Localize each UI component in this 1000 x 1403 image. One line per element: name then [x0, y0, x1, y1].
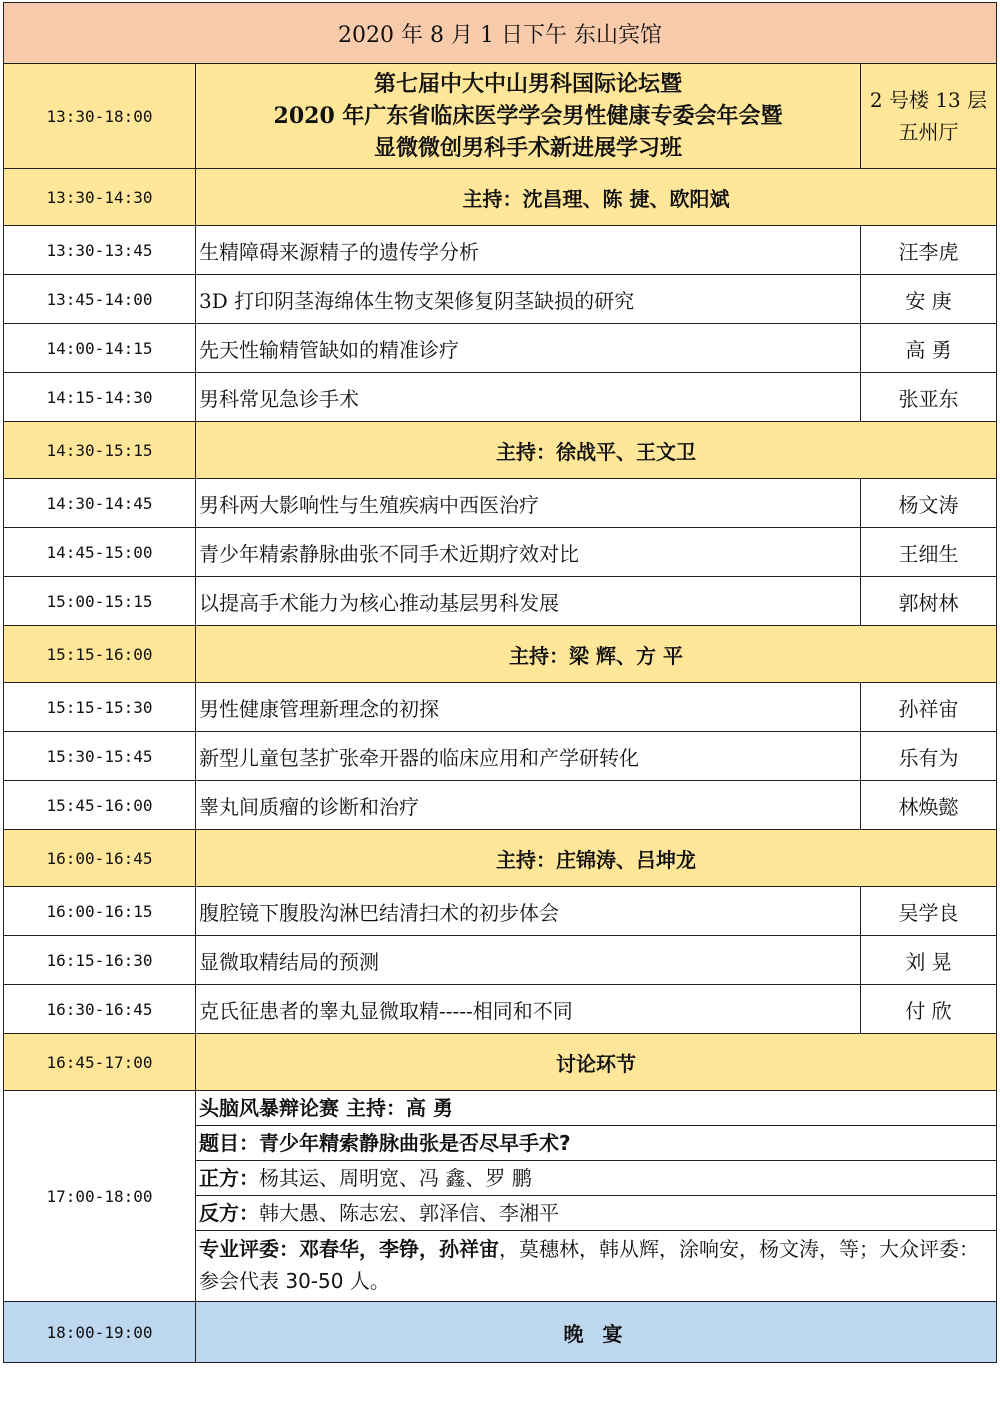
- talk-row: [4, 732, 997, 781]
- debate-topic-value: 青少年精索静脉曲张是否尽早手术?: [259, 1131, 571, 1155]
- talk-speaker: 郭树林: [861, 577, 997, 626]
- talk-time: 13:30-13:45: [4, 226, 196, 275]
- talk-row: [4, 528, 997, 577]
- forum-title-line: 2020 年广东省临床医学学会男性健康专委会年会暨: [273, 103, 783, 129]
- dinner-label: 晚 宴: [196, 1302, 997, 1363]
- talk-title: 3D 打印阴茎海绵体生物支架修复阴茎缺损的研究: [196, 275, 861, 324]
- forum-time: 13:30-18:00: [4, 64, 196, 169]
- debate-pro-value: 杨其运、周明宽、冯 鑫、罗 鹏: [259, 1166, 532, 1190]
- talk-row: [4, 936, 997, 985]
- session-host: 主持：沈昌理、陈 捷、欧阳斌: [196, 169, 997, 226]
- talk-time: 13:45-14:00: [4, 275, 196, 324]
- talk-title: 男科常见急诊手术: [196, 373, 861, 422]
- talk-title: 青少年精索静脉曲张不同手术近期疗效对比: [196, 528, 861, 577]
- talk-title: 显微取精结局的预测: [196, 936, 861, 985]
- talk-title: 腹腔镜下腹股沟淋巴结清扫术的初步体会: [196, 887, 861, 936]
- discussion-time: 16:45-17:00: [4, 1034, 196, 1091]
- talk-time: 16:15-16:30: [4, 936, 196, 985]
- session-host-row: [4, 830, 997, 887]
- session-host-row: [4, 422, 997, 479]
- session-host-row: [4, 626, 997, 683]
- talk-speaker: 付 欣: [861, 985, 997, 1034]
- talk-row: [4, 683, 997, 732]
- talk-title: 先天性输精管缺如的精准诊疗: [196, 324, 861, 373]
- talk-row: [4, 781, 997, 830]
- talk-title: 生精障碍来源精子的遗传学分析: [196, 226, 861, 275]
- talk-title: 新型儿童包茎扩张牵开器的临床应用和产学研转化: [196, 732, 861, 781]
- debate-pro-label: 正方：: [199, 1166, 259, 1190]
- talk-speaker: 王细生: [861, 528, 997, 577]
- session-time: 16:00-16:45: [4, 830, 196, 887]
- talk-row: [4, 887, 997, 936]
- talk-time: 14:00-14:15: [4, 324, 196, 373]
- talk-time: 15:00-15:15: [4, 577, 196, 626]
- debate-judges: [196, 1231, 996, 1301]
- debate-topic-label: 题目：: [199, 1131, 259, 1155]
- talk-title: 以提高手术能力为核心推动基层男科发展: [196, 577, 861, 626]
- talk-row: [4, 324, 997, 373]
- talk-time: 14:15-14:30: [4, 373, 196, 422]
- judges-label: 专业评委：: [199, 1237, 299, 1261]
- talk-row: [4, 985, 997, 1034]
- talk-speaker: 刘 晃: [861, 936, 997, 985]
- talk-row: [4, 226, 997, 275]
- talk-speaker: 安 庚: [861, 275, 997, 324]
- venue-line: 2 号楼 13 层: [869, 88, 988, 112]
- schedule-body: [4, 3, 997, 1363]
- session-host: 主持：梁 辉、方 平: [196, 626, 997, 683]
- forum-row: [4, 64, 997, 169]
- talk-time: 15:15-15:30: [4, 683, 196, 732]
- debate-details: [196, 1091, 997, 1302]
- talk-title: 睾丸间质瘤的诊断和治疗: [196, 781, 861, 830]
- talk-speaker: 乐有为: [861, 732, 997, 781]
- talk-row: [4, 479, 997, 528]
- forum-venue: [861, 64, 997, 169]
- forum-title-line: 第七届中大中山男科国际论坛暨: [373, 71, 682, 97]
- debate-con-value: 韩大愚、陈志宏、郭泽信、李湘平: [259, 1201, 559, 1225]
- judges-rest: ，莫穗林，韩从辉，涂响安，杨文涛，等；大众评委：参会代表 30-50 人。: [199, 1237, 979, 1293]
- talk-speaker: 孙祥宙: [861, 683, 997, 732]
- talk-speaker: 林焕懿: [861, 781, 997, 830]
- debate-time: 17:00-18:00: [4, 1091, 196, 1302]
- session-host: 主持：徐战平、王文卫: [196, 422, 997, 479]
- talk-row: [4, 373, 997, 422]
- debate-con-label: 反方：: [199, 1201, 259, 1225]
- forum-title-line: 显微微创男科手术新进展学习班: [373, 135, 682, 161]
- session-host: 主持：庄锦涛、吕坤龙: [196, 830, 997, 887]
- talk-speaker: 杨文涛: [861, 479, 997, 528]
- debate-row: [4, 1091, 997, 1302]
- session-time: 15:15-16:00: [4, 626, 196, 683]
- talk-title: 男科两大影响性与生殖疾病中西医治疗: [196, 479, 861, 528]
- dinner-time: 18:00-19:00: [4, 1302, 196, 1363]
- debate-topic: [196, 1126, 996, 1161]
- talk-time: 14:30-14:45: [4, 479, 196, 528]
- dinner-row: [4, 1302, 997, 1363]
- talk-title: 克氏征患者的睾丸显微取精-----相同和不同: [196, 985, 861, 1034]
- talk-speaker: 吴学良: [861, 887, 997, 936]
- talk-time: 15:30-15:45: [4, 732, 196, 781]
- discussion-row: [4, 1034, 997, 1091]
- session-time: 14:30-15:15: [4, 422, 196, 479]
- talk-speaker: 汪李虎: [861, 226, 997, 275]
- talk-speaker: 高 勇: [861, 324, 997, 373]
- session-host-row: [4, 169, 997, 226]
- session-time: 13:30-14:30: [4, 169, 196, 226]
- debate-con: [196, 1196, 996, 1231]
- talk-row: [4, 275, 997, 324]
- venue-line: 五州厅: [898, 120, 959, 144]
- schedule-table: [3, 2, 997, 1363]
- forum-title: [196, 64, 861, 169]
- debate-pro: [196, 1161, 996, 1196]
- talk-speaker: 张亚东: [861, 373, 997, 422]
- talk-time: 15:45-16:00: [4, 781, 196, 830]
- date-venue-title: 2020 年 8 月 1 日下午 东山宾馆: [4, 3, 997, 64]
- date-venue-row: [4, 3, 997, 64]
- talk-time: 14:45-15:00: [4, 528, 196, 577]
- talk-time: 16:30-16:45: [4, 985, 196, 1034]
- talk-title: 男性健康管理新理念的初探: [196, 683, 861, 732]
- talk-row: [4, 577, 997, 626]
- debate-title-line: 头脑风暴辩论赛 主持：高 勇: [196, 1091, 996, 1126]
- talk-time: 16:00-16:15: [4, 887, 196, 936]
- discussion-label: 讨论环节: [196, 1034, 997, 1091]
- judges-bold: 邓春华，李铮，孙祥宙: [299, 1237, 499, 1261]
